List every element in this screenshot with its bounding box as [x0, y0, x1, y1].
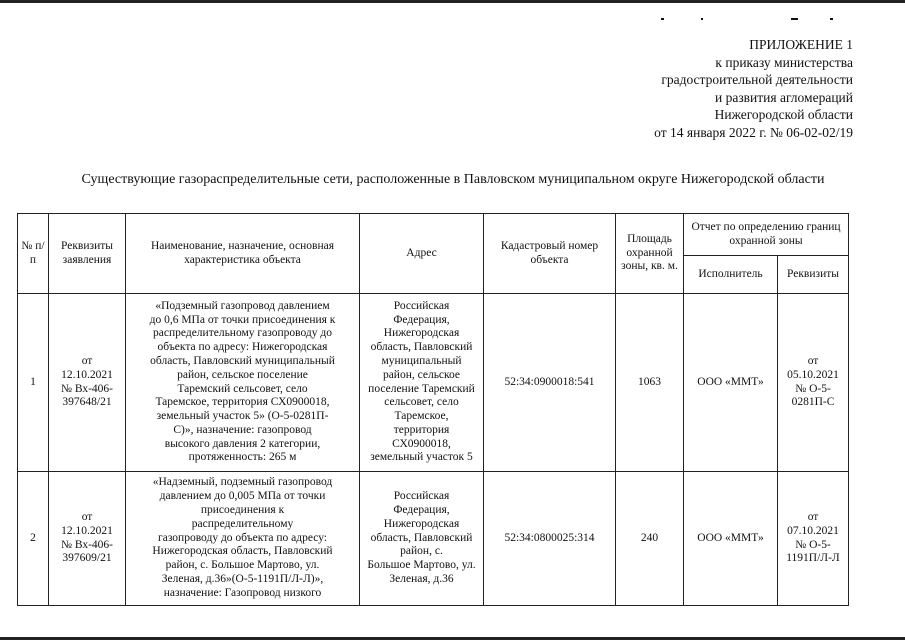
application-line: 397609/21	[62, 552, 112, 565]
header-object-name: Наименование, назначение, основная характеристика объекта	[126, 214, 360, 294]
cadastral-number: 52:34:0900018:541	[484, 294, 616, 472]
address-line: Российская	[393, 299, 450, 312]
report-line: от	[807, 354, 819, 367]
header-num: № п/п	[18, 214, 49, 294]
executor: ООО «ММТ»	[684, 294, 778, 472]
description-line: давлением до 0,005 МПа от точки	[159, 490, 326, 503]
description-line: назначение: Газопровод низкого	[163, 586, 322, 599]
address-line: СХ0900018,	[392, 437, 451, 450]
application-line: от	[81, 354, 93, 367]
description-line: район, сельское поселение	[177, 368, 308, 381]
approval-block	[553, 36, 853, 141]
report-line: № О-5-	[795, 382, 831, 395]
address-line: Зеленая, д.36	[389, 572, 454, 585]
description-line: протяженность: 265 м	[188, 451, 297, 464]
table-row	[18, 472, 849, 606]
address-line: Большое Мартово, ул.	[367, 559, 476, 572]
header-address: Адрес	[360, 214, 484, 294]
application-line: 397648/21	[62, 396, 112, 409]
description-line: область, Павловский муниципальный	[150, 354, 335, 367]
address-line: земельный участок 5	[370, 451, 473, 464]
address-line: область, Павловский	[370, 531, 473, 544]
approval-line: градостроительной деятельности	[661, 72, 853, 87]
report-line: 05.10.2021	[787, 368, 839, 381]
header-cadastral-number: Кадастровый номер объекта	[484, 214, 616, 294]
object-address	[360, 472, 484, 606]
approval-line: к приказу министерства	[715, 54, 853, 70]
address-line: Федерация,	[393, 504, 450, 516]
description-line: земельный участок 5» (О-5-0281П-	[156, 410, 329, 423]
address-line: муниципальный	[381, 354, 462, 367]
zone-area: 1063	[616, 294, 684, 472]
document-title: Существующие газораспределительные сети, расположенные в Павловском муниципальном округе Нижегородской области	[81, 172, 825, 187]
table-row	[18, 294, 849, 472]
description-line: распределительному газопроводу до	[153, 327, 332, 340]
description-line: Таремское, территория СХ0900018,	[155, 396, 330, 409]
application-details	[49, 294, 126, 472]
row-number: 1	[18, 294, 49, 472]
zone-area: 240	[616, 472, 684, 606]
report-details	[778, 472, 849, 606]
application-details	[49, 472, 126, 606]
description-line: объекта по адресу: Нижегородская	[157, 341, 328, 354]
address-line: район, сельское	[382, 368, 461, 381]
header-zone-area: Площадь охранной зоны, кв. м.	[616, 214, 684, 294]
description-line: район, с. Большое Мартово, ул.	[165, 559, 320, 572]
application-line: № Вх-406-	[60, 538, 114, 551]
report-line: 0281П-С	[791, 396, 835, 409]
description-line: С)», назначение: газопровод	[173, 423, 312, 436]
description-line: распределительному	[191, 517, 294, 530]
description-line: присоединения к	[200, 504, 285, 516]
description-line: Нижегородская область, Павловский	[152, 545, 333, 558]
address-line: Таремское,	[394, 410, 449, 423]
description-line: Зеленая, д.36»(О-5-1191П/Л-Л)»,	[161, 572, 324, 585]
header-details: Реквизиты	[778, 256, 849, 294]
approval-line: и развития агломераций	[714, 89, 853, 105]
application-line: от	[81, 510, 93, 523]
application-line: 12.10.2021	[61, 368, 113, 381]
application-line: 12.10.2021	[61, 524, 113, 537]
description-line: высокого давления 2 категории,	[164, 437, 321, 450]
header-executor: Исполнитель	[684, 256, 778, 294]
object-description	[126, 294, 360, 472]
report-line: 07.10.2021	[787, 524, 839, 537]
gas-network-table	[17, 213, 849, 606]
report-details	[778, 294, 849, 472]
description-line: Таремский сельсовет, село	[177, 382, 308, 395]
report-line: № О-5-	[795, 538, 831, 551]
executor: ООО «ММТ»	[684, 472, 778, 606]
address-line: сельсовет, село	[384, 396, 459, 409]
description-line: до 0,6 МПа от точки присоединения к	[149, 313, 336, 326]
address-line: территория	[393, 423, 450, 436]
description-line: газопроводу до объекта по адресу:	[158, 531, 327, 544]
address-line: Федерация,	[393, 313, 450, 326]
approval-heading: ПРИЛОЖЕНИЕ 1	[749, 37, 853, 52]
header-application: Реквизиты заявления	[49, 214, 126, 294]
address-line: район, с.	[400, 545, 443, 558]
address-line: область, Павловский	[370, 341, 473, 354]
header-report: Отчет по определению границ охранной зоны	[684, 214, 849, 256]
address-line: Российская	[393, 490, 450, 503]
cadastral-number: 52:34:0800025:314	[484, 472, 616, 606]
report-line: 1191П/Л-Л	[786, 552, 840, 565]
description-line: «Надземный, подземный газопровод	[152, 476, 333, 489]
object-description	[126, 472, 360, 606]
row-number: 2	[18, 472, 49, 606]
top-border-line	[0, 0, 905, 3]
approval-date-number: от 14 января 2022 г. № 06-02-02/19	[654, 124, 853, 140]
address-line: Нижегородская	[383, 327, 460, 340]
approval-line: Нижегородской области	[714, 107, 853, 122]
address-line: поселение Таремский	[368, 382, 475, 395]
report-line: от	[807, 510, 819, 523]
application-line: № Вх-406-	[60, 382, 114, 395]
description-line: «Подземный газопровод давлением	[155, 299, 330, 312]
object-address	[360, 294, 484, 472]
address-line: Нижегородская	[383, 517, 460, 530]
